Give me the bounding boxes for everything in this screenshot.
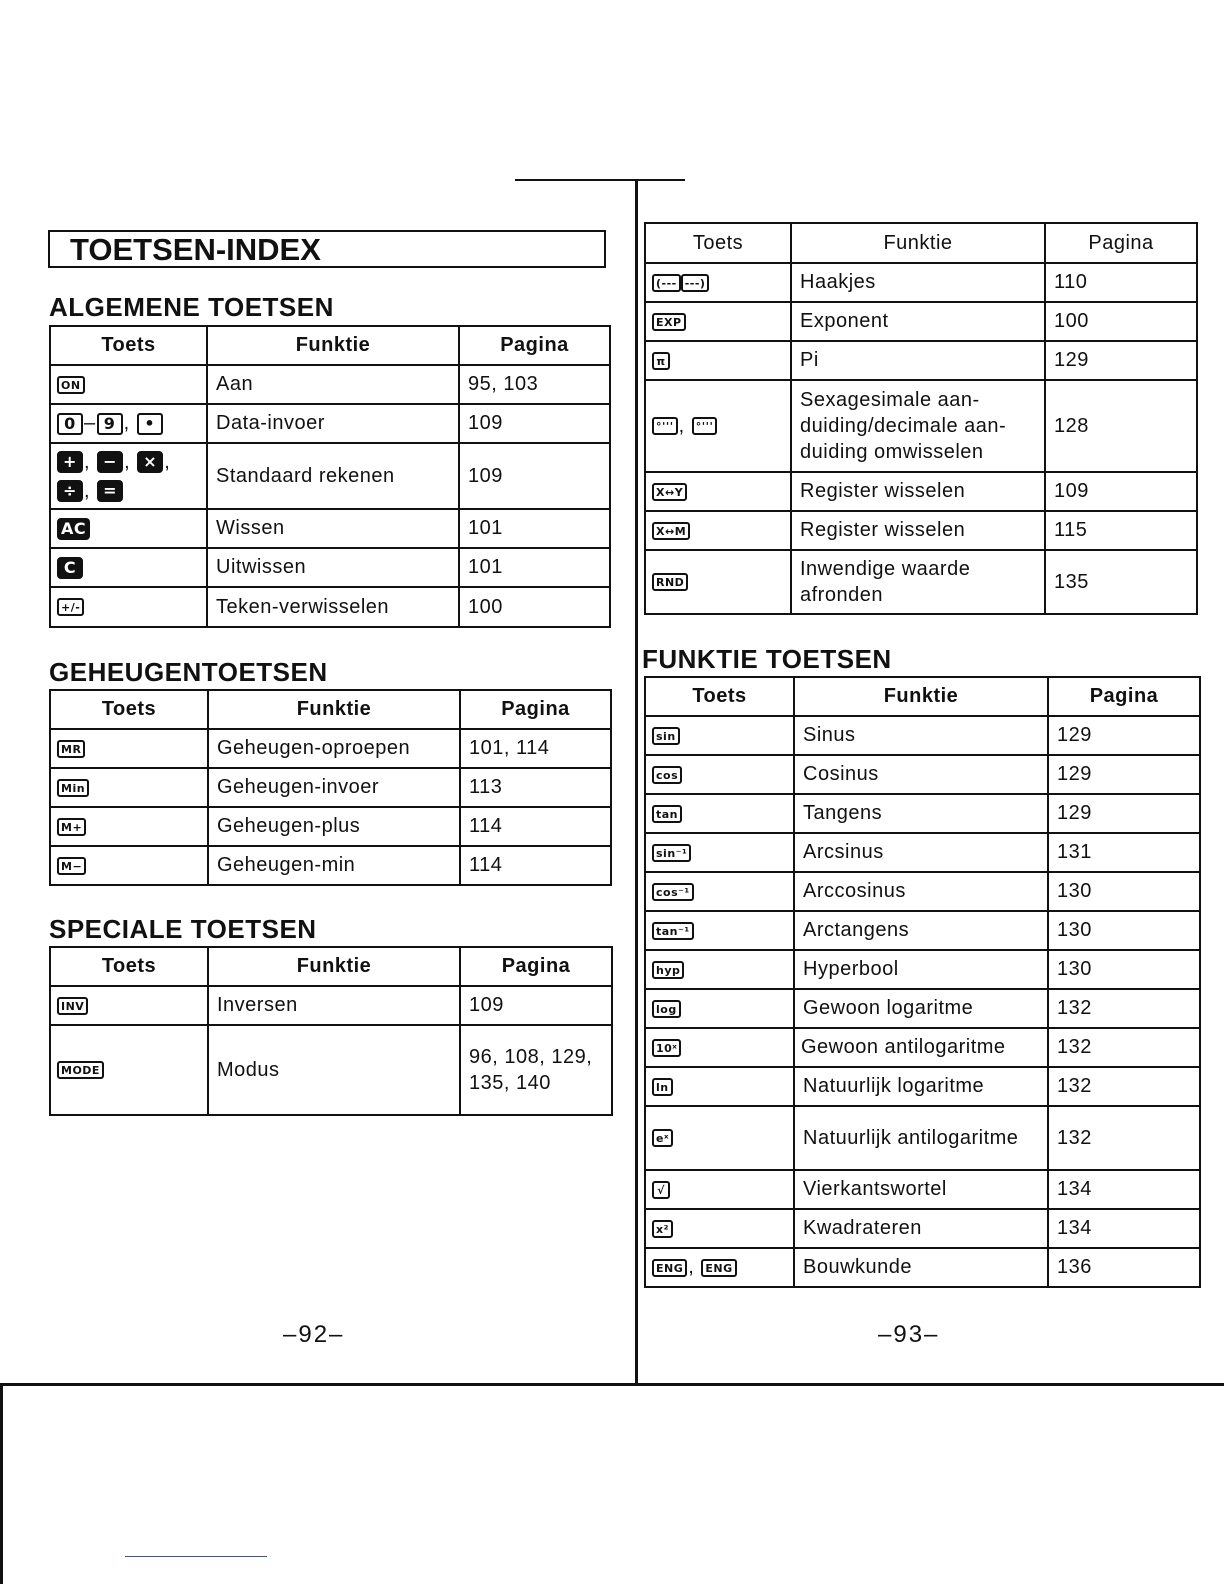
function-cell: Bouwkunde (794, 1248, 1048, 1287)
top-fold-mark (515, 179, 685, 181)
function-cell: Arcsinus (794, 833, 1048, 872)
page-cell: 109 (1045, 472, 1197, 511)
close-bracket-key-icon: ---) (681, 274, 710, 292)
separator-comma: , (688, 1256, 695, 1279)
header-function: Funktie (207, 326, 459, 365)
table-funktie (644, 676, 1201, 1288)
key-cell (50, 404, 207, 443)
on-key-icon: ON (57, 376, 85, 394)
sine-key-icon: sin (652, 727, 680, 745)
key-cell (645, 1248, 794, 1287)
page-cell: 101, 114 (460, 729, 611, 768)
function-cell: Hyperbool (794, 950, 1048, 989)
page-cell: 129 (1048, 716, 1200, 755)
table-row (50, 509, 610, 548)
function-cell: Geheugen-plus (208, 807, 460, 846)
natural-log-key-icon: ln (652, 1078, 673, 1096)
table-row (50, 768, 611, 807)
function-cell: Register wisselen (791, 511, 1045, 550)
arcsine-key-icon: sin⁻¹ (652, 844, 691, 862)
key-cell (645, 716, 794, 755)
header-key: Toets (50, 326, 207, 365)
separator-comma: , (164, 451, 171, 473)
page-cell: 114 (460, 807, 611, 846)
decimal-point-key-icon: • (137, 413, 163, 435)
inverse-key-icon: INV (57, 997, 88, 1015)
memory-in-key-icon: Min (57, 779, 89, 797)
page-cell: 100 (459, 587, 610, 627)
arctangent-key-icon: tan⁻¹ (652, 922, 694, 940)
function-cell: Inversen (208, 986, 460, 1025)
separator-comma: , (84, 479, 91, 502)
table-row (645, 716, 1200, 755)
page-cell: 134 (1048, 1209, 1200, 1248)
function-cell: Pi (791, 341, 1045, 380)
memory-minus-key-icon: M− (57, 857, 86, 875)
equals-key-icon: = (97, 480, 123, 502)
ten-power-key-icon: 10ˣ (652, 1039, 681, 1057)
key-cell (50, 768, 208, 807)
bottom-edge-line (0, 1383, 1224, 1386)
page-cell: 128 (1045, 380, 1197, 472)
page-cell: 115 (1045, 511, 1197, 550)
header-function: Funktie (208, 947, 460, 986)
function-cell: Haakjes (791, 263, 1045, 302)
section-title-speciale: SPECIALE TOETSEN (49, 914, 317, 944)
key-cell (50, 986, 208, 1025)
function-cell: Sexagesimale aan-duiding/decimale aan-duiding omwisselen (791, 380, 1045, 472)
page-cell: 109 (459, 443, 610, 509)
key-cell (645, 550, 791, 614)
table-row (645, 302, 1197, 341)
key-cell (50, 1025, 208, 1115)
separator-comma: , (84, 451, 91, 473)
function-cell: Data-invoer (207, 404, 459, 443)
function-cell: Cosinus (794, 755, 1048, 794)
function-cell: Kwadrateren (794, 1209, 1048, 1248)
hyperbolic-key-icon: hyp (652, 961, 684, 979)
swap-xy-key-icon: X↔Y (652, 483, 687, 501)
key-cell (645, 1028, 794, 1067)
minus-key-icon: − (97, 451, 123, 473)
table-algemene (49, 325, 611, 628)
header-function: Funktie (791, 223, 1045, 263)
page-cell: 130 (1048, 872, 1200, 911)
table-row (645, 833, 1200, 872)
key-cell (50, 548, 207, 587)
page-cell: 109 (459, 404, 610, 443)
page-cell: 132 (1048, 1106, 1200, 1170)
table-row (50, 548, 610, 587)
header-page: Pagina (460, 690, 611, 729)
function-cell: Wissen (207, 509, 459, 548)
table-overige (644, 222, 1198, 615)
divide-key-icon: ÷ (57, 480, 83, 502)
page-cell: 129 (1048, 794, 1200, 833)
page-cell: 110 (1045, 263, 1197, 302)
separator-comma: , (678, 414, 685, 437)
key-cell (50, 807, 208, 846)
digit-zero-key-icon: 0 (57, 413, 83, 435)
key-cell (645, 511, 791, 550)
header-key: Toets (50, 947, 208, 986)
function-cell: Register wisselen (791, 472, 1045, 511)
table-row (50, 404, 610, 443)
key-cell (645, 1209, 794, 1248)
section-title-geheugen: GEHEUGENTOETSEN (49, 657, 328, 687)
key-cell (645, 1067, 794, 1106)
page-cell: 114 (460, 846, 611, 885)
inverse-engineering-key-icon: ENG (701, 1259, 736, 1277)
function-cell: Gewoon antilogaritme (794, 1028, 1048, 1067)
key-cell (50, 509, 207, 548)
function-cell: Natuurlijk logaritme (794, 1067, 1048, 1106)
pi-key-icon: π (652, 352, 670, 370)
key-cell (645, 833, 794, 872)
page-cell: 129 (1045, 341, 1197, 380)
page-cell: 113 (460, 768, 611, 807)
tangent-key-icon: tan (652, 805, 682, 823)
header-page: Pagina (460, 947, 612, 986)
key-cell (645, 872, 794, 911)
function-cell: Aan (207, 365, 459, 404)
table-row (645, 1248, 1200, 1287)
table-row (645, 872, 1200, 911)
square-key-icon: x² (652, 1220, 673, 1238)
log-key-icon: log (652, 1000, 681, 1018)
page-cell: 129 (1048, 755, 1200, 794)
key-cell (645, 341, 791, 380)
page-title: TOETSEN-INDEX (48, 230, 606, 268)
page-cell: 96, 108, 129, 135, 140 (460, 1025, 612, 1115)
function-cell: Vierkantswortel (794, 1170, 1048, 1209)
function-cell: Exponent (791, 302, 1045, 341)
key-cell (645, 1106, 794, 1170)
key-cell (50, 365, 207, 404)
center-fold-line (635, 180, 638, 1385)
key-cell (645, 263, 791, 302)
table-row (50, 587, 610, 627)
memory-plus-key-icon: M+ (57, 818, 86, 836)
degree-minute-second-key-icon: °''' (652, 417, 678, 435)
key-cell (645, 911, 794, 950)
key-cell (645, 794, 794, 833)
header-key: Toets (645, 223, 791, 263)
digit-nine-key-icon: 9 (97, 413, 123, 435)
function-cell: Arctangens (794, 911, 1048, 950)
function-cell: Inwendige waarde afronden (791, 550, 1045, 614)
table-row (645, 550, 1197, 614)
separator-comma: , (123, 412, 130, 435)
table-row (645, 950, 1200, 989)
table-row (50, 443, 610, 509)
header-key: Toets (50, 690, 208, 729)
key-cell (645, 302, 791, 341)
table-row (50, 986, 612, 1025)
header-page: Pagina (459, 326, 610, 365)
table-row (645, 263, 1197, 302)
page-cell: 100 (1045, 302, 1197, 341)
key-cell (645, 989, 794, 1028)
function-cell: Natuurlijk antilogaritme (794, 1106, 1048, 1170)
page-cell: 134 (1048, 1170, 1200, 1209)
table-row (645, 341, 1197, 380)
plus-key-icon: + (57, 451, 83, 473)
table-row (645, 989, 1200, 1028)
mode-key-icon: MODE (57, 1061, 104, 1079)
page-cell: 101 (459, 509, 610, 548)
sign-change-key-icon: +/- (57, 598, 84, 616)
function-cell: Teken-verwisselen (207, 587, 459, 627)
inverse-degree-key-icon: °''' (692, 417, 718, 435)
page-cell: 132 (1048, 1067, 1200, 1106)
table-row (50, 729, 611, 768)
table-row (645, 794, 1200, 833)
function-cell: Modus (208, 1025, 460, 1115)
function-cell: Geheugen-oproepen (208, 729, 460, 768)
function-cell: Tangens (794, 794, 1048, 833)
multiply-key-icon: × (137, 451, 163, 473)
header-page: Pagina (1045, 223, 1197, 263)
function-cell: Arccosinus (794, 872, 1048, 911)
header-page: Pagina (1048, 677, 1200, 716)
header-function: Funktie (794, 677, 1048, 716)
key-cell (645, 950, 794, 989)
key-cell (50, 587, 207, 627)
table-row (50, 846, 611, 885)
square-root-key-icon: √ (652, 1181, 670, 1199)
separator-comma: , (124, 451, 131, 473)
exp-e-key-icon: eˣ (652, 1129, 673, 1147)
page-cell: 132 (1048, 1028, 1200, 1067)
engineering-key-icon: ENG (652, 1259, 687, 1277)
table-geheugen (49, 689, 612, 886)
key-cell (645, 472, 791, 511)
function-cell: Gewoon logaritme (794, 989, 1048, 1028)
table-row (645, 1028, 1200, 1067)
table-row (645, 911, 1200, 950)
key-cell (50, 443, 207, 509)
page-number-right: –93– (878, 1321, 940, 1348)
section-title-algemene: ALGEMENE TOETSEN (49, 292, 334, 322)
exponent-key-icon: EXP (652, 313, 686, 331)
page-cell: 109 (460, 986, 612, 1025)
table-row (645, 472, 1197, 511)
table-row (50, 1025, 612, 1115)
function-cell: Geheugen-min (208, 846, 460, 885)
function-cell: Standaard rekenen (207, 443, 459, 509)
header-function: Funktie (208, 690, 460, 729)
key-cell (50, 729, 208, 768)
table-row (645, 755, 1200, 794)
bottom-underline-mark (125, 1556, 267, 1557)
header-key: Toets (645, 677, 794, 716)
key-cell (645, 755, 794, 794)
all-clear-key-icon: AC (57, 518, 90, 540)
table-row (645, 380, 1197, 472)
table-speciale (49, 946, 613, 1116)
page-cell: 136 (1048, 1248, 1200, 1287)
section-title-funktie: FUNKTIE TOETSEN (642, 644, 892, 674)
page-cell: 130 (1048, 950, 1200, 989)
arccosine-key-icon: cos⁻¹ (652, 883, 694, 901)
function-cell: Geheugen-invoer (208, 768, 460, 807)
page-cell: 101 (459, 548, 610, 587)
function-cell: Sinus (794, 716, 1048, 755)
table-row (645, 1106, 1200, 1170)
key-cell (645, 1170, 794, 1209)
key-cell (50, 846, 208, 885)
table-row (50, 365, 610, 404)
function-cell: Uitwissen (207, 548, 459, 587)
page-cell: 132 (1048, 989, 1200, 1028)
page-cell: 135 (1045, 550, 1197, 614)
cosine-key-icon: cos (652, 766, 682, 784)
clear-key-icon: C (57, 557, 83, 579)
swap-xm-key-icon: X↔M (652, 522, 690, 540)
range-dash: – (84, 412, 96, 435)
table-row (50, 807, 611, 846)
table-row (645, 1067, 1200, 1106)
page-cell: 95, 103 (459, 365, 610, 404)
table-row (645, 1209, 1200, 1248)
page-cell: 130 (1048, 911, 1200, 950)
open-bracket-key-icon: (--- (652, 274, 681, 292)
key-cell (645, 380, 791, 472)
left-edge-line (0, 1383, 3, 1584)
table-row (645, 1170, 1200, 1209)
round-key-icon: RND (652, 573, 688, 591)
table-row (645, 511, 1197, 550)
memory-recall-key-icon: MR (57, 740, 85, 758)
page-number-left: –92– (283, 1321, 345, 1348)
page-cell: 131 (1048, 833, 1200, 872)
